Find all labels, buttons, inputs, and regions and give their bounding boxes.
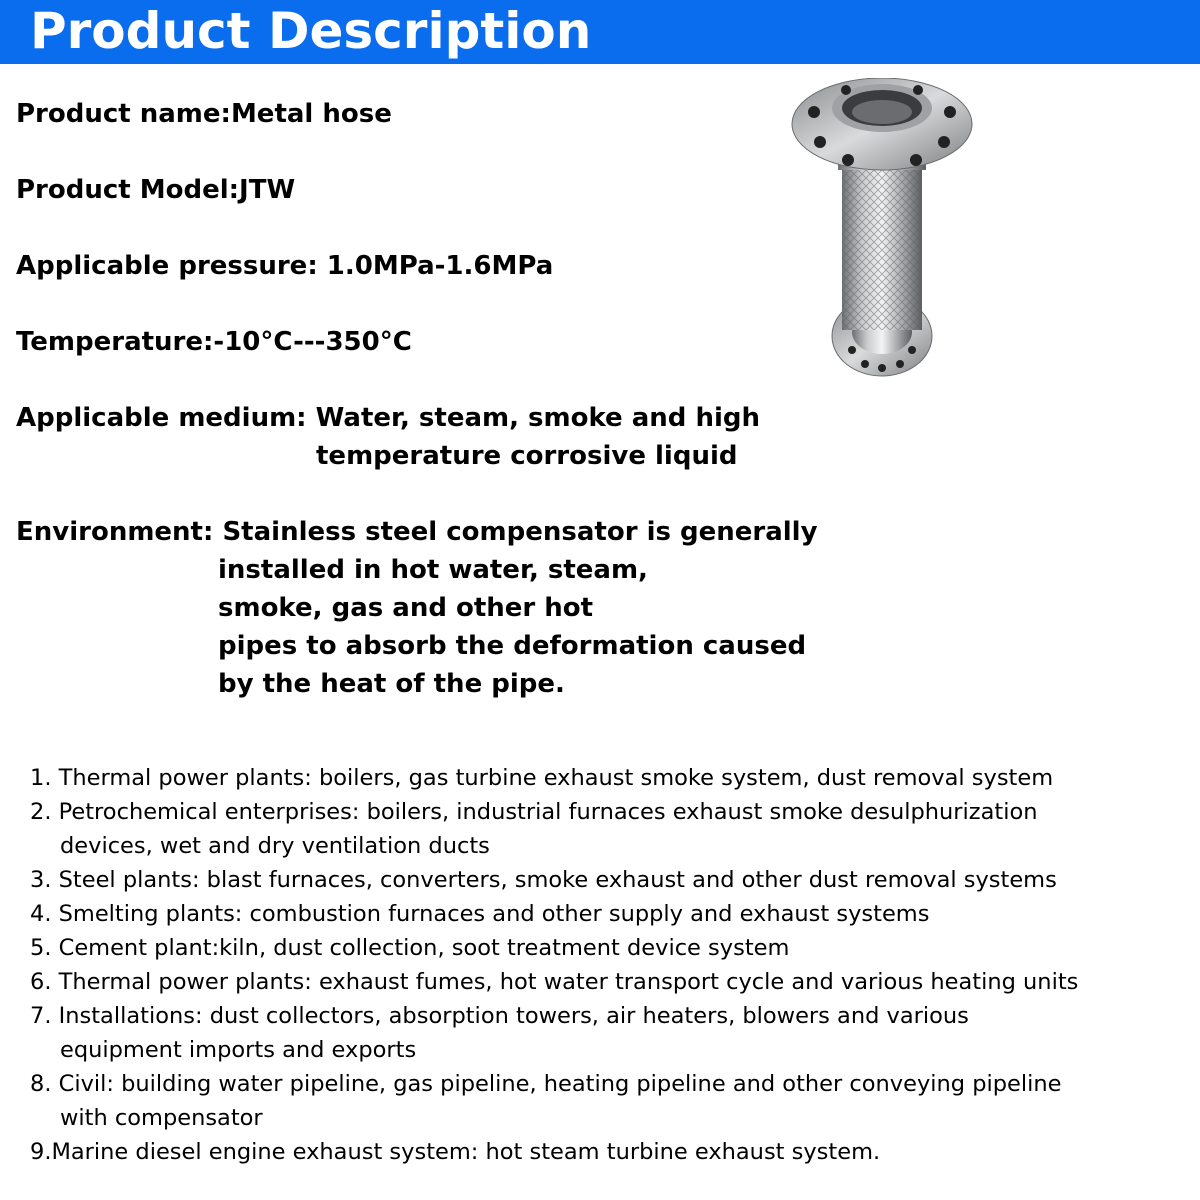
spec-value: Water, steam, smoke and high [315, 403, 761, 433]
spec-value: JTW [239, 175, 296, 205]
spec-product-name [16, 95, 392, 133]
page-title: Product Description [30, 2, 592, 60]
list-item: 2. Petrochemical enterprises: boilers, industrial furnaces exhaust smoke desulphurization [30, 799, 1038, 825]
spec-environment-continuation: by the heat of the pipe. [218, 669, 565, 699]
spec-pressure [16, 247, 553, 285]
list-item: 4. Smelting plants: combustion furnaces and other supply and exhaust systems [30, 901, 930, 927]
header-banner [0, 0, 1200, 64]
spec-medium-continuation: temperature corrosive liquid [316, 441, 738, 471]
list-item-continuation: equipment imports and exports [60, 1037, 417, 1063]
spec-value: Metal hose [230, 99, 392, 129]
spec-product-model [16, 171, 295, 209]
spec-environment-continuation: smoke, gas and other hot [218, 593, 594, 623]
spec-value: 1.0MPa-1.6MPa [326, 251, 554, 281]
spec-label: Temperature: [16, 327, 214, 357]
spec-label: Applicable pressure: [16, 251, 327, 281]
spec-label: Product name: [16, 99, 231, 129]
list-item: 3. Steel plants: blast furnaces, converters, smoke exhaust and other dust removal systems [30, 867, 1057, 893]
list-item: 5. Cement plant:kiln, dust collection, soot treatment device system [30, 935, 790, 961]
spec-environment-continuation: installed in hot water, steam, [218, 555, 648, 585]
spec-value: -10°C---350°C [213, 327, 412, 357]
applications-list [30, 761, 1190, 1169]
list-item: 6. Thermal power plants: exhaust fumes, hot water transport cycle and various heating units [30, 969, 1079, 995]
spec-environment-continuation: pipes to absorb the deformation caused [218, 631, 807, 661]
list-item: 7. Installations: dust collectors, absorption towers, air heaters, blowers and various [30, 1003, 969, 1029]
spec-environment [16, 513, 818, 551]
spec-value: Stainless steel compensator is generally [222, 517, 818, 547]
list-item-continuation: devices, wet and dry ventilation ducts [60, 833, 490, 859]
spec-label: Environment: [16, 517, 223, 547]
list-item: 9.Marine diesel engine exhaust system: hot steam turbine exhaust system. [30, 1139, 881, 1165]
spec-label: Product Model: [16, 175, 240, 205]
spec-temperature [16, 323, 412, 361]
list-item-continuation: with compensator [60, 1105, 263, 1131]
list-item: 8. Civil: building water pipeline, gas pipeline, heating pipeline and other conveying pipeline [30, 1071, 1062, 1097]
list-item: 1. Thermal power plants: boilers, gas turbine exhaust smoke system, dust removal system [30, 765, 1054, 791]
metal-hose-image [790, 78, 974, 378]
spec-label: Applicable medium: [16, 403, 316, 433]
spec-medium [16, 399, 760, 437]
